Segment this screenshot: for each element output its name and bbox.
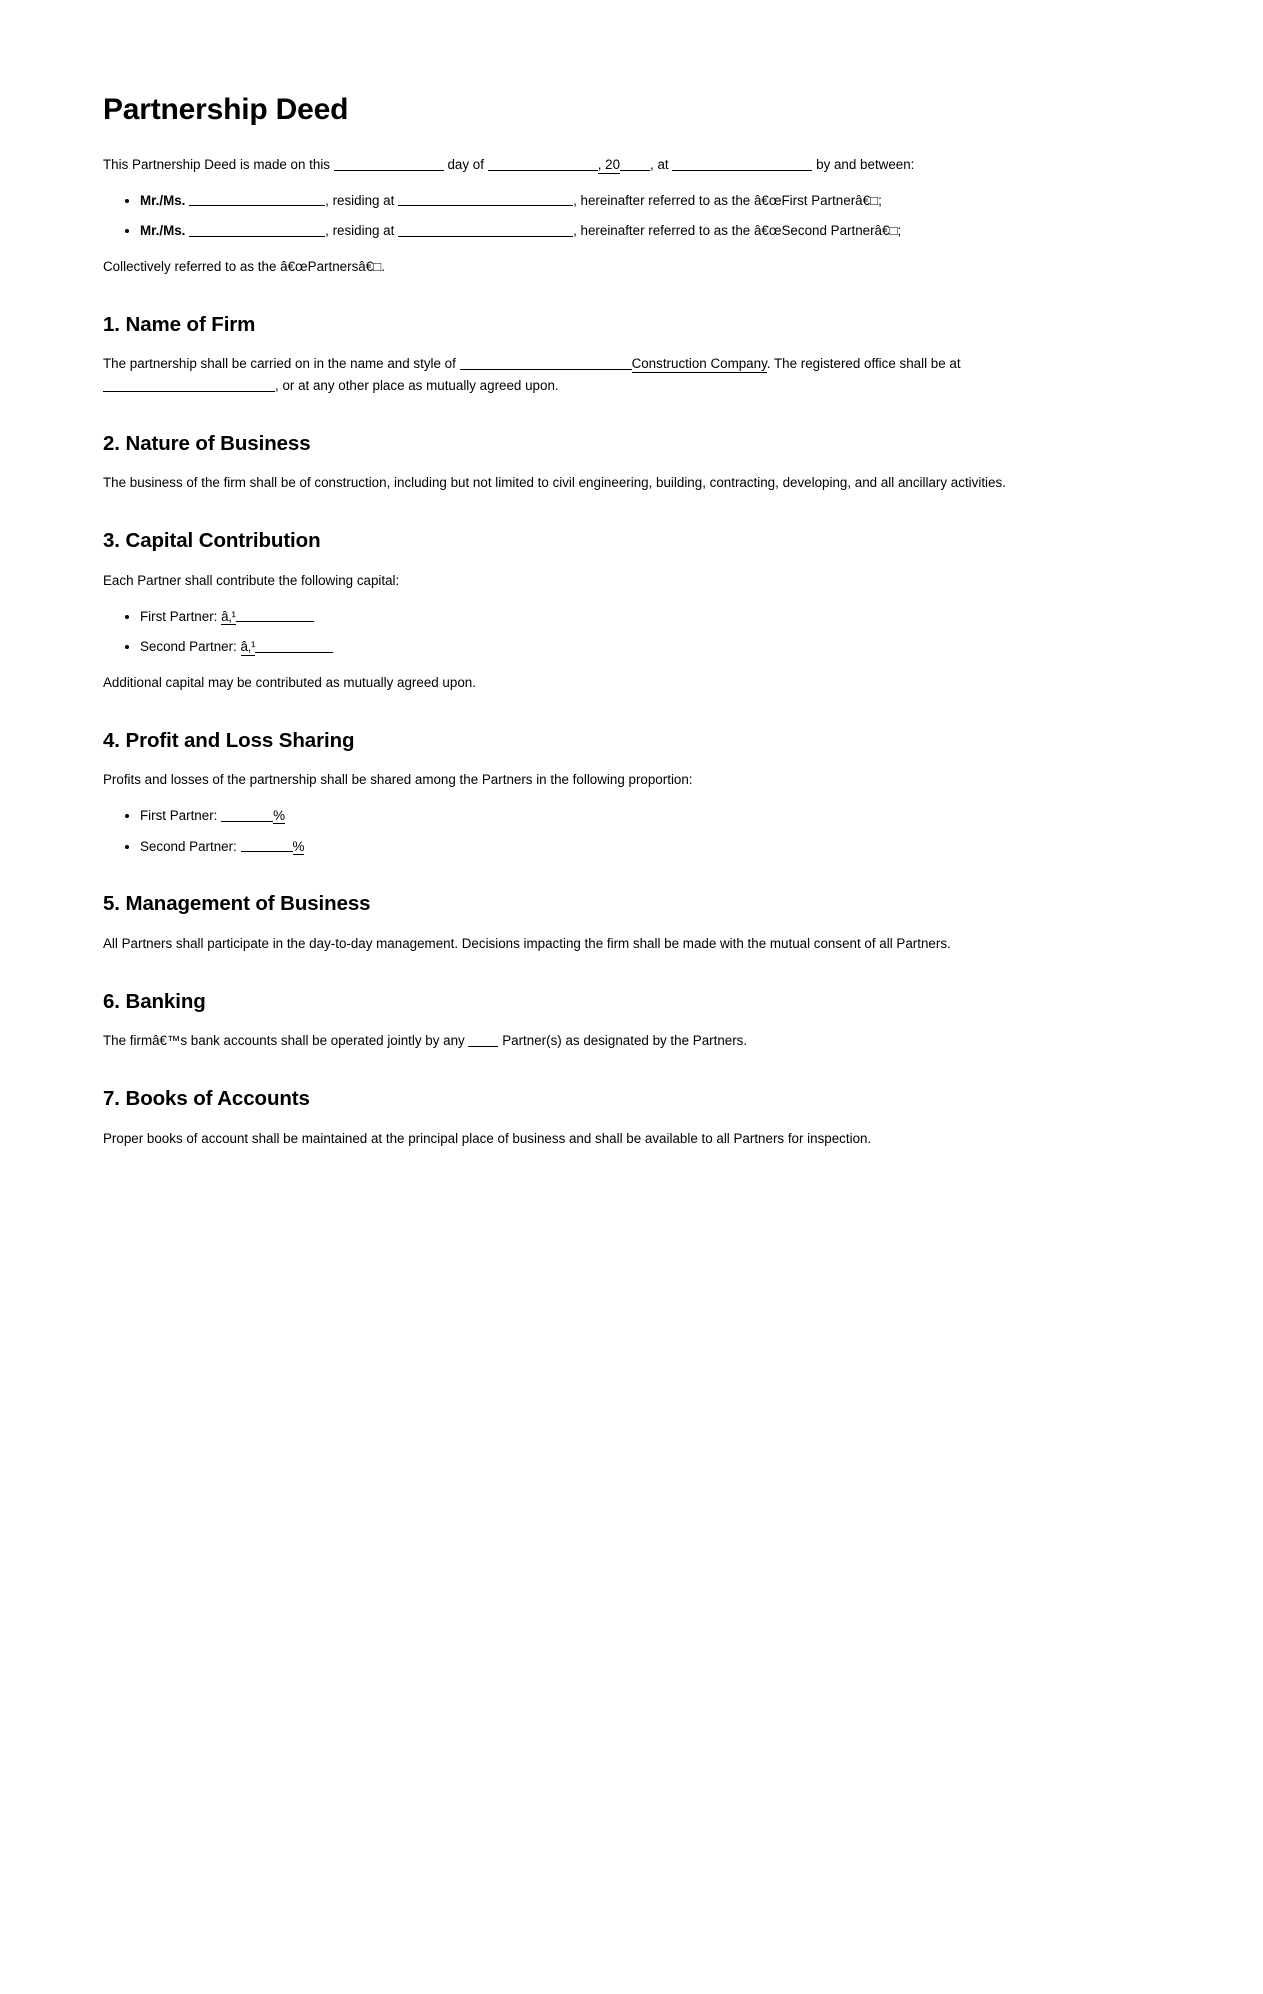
profit-intro: Profits and losses of the partnership shall be shared among the Partners in the following proportion: [103, 772, 693, 788]
intro-text-2: day of [447, 157, 484, 172]
capital-list [103, 606, 1123, 658]
capital-note: Additional capital may be contributed as mutually agreed upon. [103, 674, 476, 690]
banking-text-1: The firmâ€™s bank accounts shall be operated jointly by any [103, 1033, 465, 1049]
collectively-paragraph: Collectively referred to as the â€œPartnersâ€□. [103, 259, 385, 275]
place-blank [672, 157, 812, 171]
profit-first-partner-label: First Partner: [140, 807, 218, 823]
parties-list [103, 190, 1123, 242]
profit-first-partner-blank [221, 808, 273, 822]
section-heading-name-of-firm: 1. Name of Firm [103, 312, 256, 336]
party-residing-text: , residing at [325, 192, 395, 208]
firm-name-blank [460, 356, 632, 370]
profit-list [103, 805, 1123, 857]
profit-second-partner-blank [241, 839, 293, 853]
firm-text-1: The partnership shall be carried on in the name and style of [103, 356, 456, 372]
rupee-symbol: â‚¹ [240, 639, 256, 655]
section-heading-books-of-accounts: 7. Books of Accounts [103, 1087, 310, 1110]
list-item [140, 606, 1123, 628]
section-body-books-of-accounts: Proper books of account shall be maintained at the principal place of business and shall be available to all Partners for inspection. [103, 1130, 872, 1146]
list-item [140, 636, 1123, 658]
second-partner-name-blank [189, 223, 325, 237]
date-year-blank [620, 157, 650, 171]
list-item [140, 836, 1123, 858]
list-item [140, 805, 1123, 827]
rupee-symbol: â‚¹ [221, 608, 237, 624]
percent-symbol: % [292, 838, 305, 854]
section-heading-capital-contribution: 3. Capital Contribution [103, 529, 321, 553]
section-heading-management-of-business: 5. Management of Business [103, 892, 371, 916]
section-heading-nature-of-business: 2. Nature of Business [103, 431, 311, 455]
party-tail-text: , hereinafter referred to as the â€œFirst Partnerâ€□; [573, 192, 882, 208]
date-day-blank [334, 157, 444, 171]
second-partner-address-blank [398, 223, 573, 237]
firm-text-3: , or at any other place as mutually agreed upon. [275, 378, 559, 394]
intro-paragraph [103, 154, 1123, 176]
party-label: Mr./Ms. [140, 223, 186, 239]
section-body-name-of-firm [103, 353, 1123, 396]
firm-text-2: . The registered office shall be at [766, 356, 961, 372]
registered-office-blank [103, 378, 275, 392]
section-body-management-of-business: All Partners shall participate in the day-to-day management. Decisions impacting the firm shall be made with the mutual consent of all Partners. [103, 935, 951, 951]
date-month-blank [488, 157, 598, 171]
profit-second-partner-label: Second Partner: [140, 838, 237, 854]
section-heading-banking: 6. Banking [103, 989, 206, 1013]
section-body-nature-of-business: The business of the firm shall be of construction, including but not limited to civil engineering, building, contracting, developing, and all ancillary activities. [103, 475, 1006, 491]
party-tail-text: , hereinafter referred to as the â€œSecond Partnerâ€□; [573, 223, 902, 239]
list-item [140, 190, 1123, 212]
capital-first-partner-blank [236, 608, 314, 622]
capital-second-partner-label: Second Partner: [140, 639, 237, 655]
banking-partner-count-blank [468, 1033, 498, 1047]
first-partner-name-blank [189, 193, 325, 207]
capital-intro: Each Partner shall contribute the following capital: [103, 572, 400, 588]
percent-symbol: % [273, 807, 286, 823]
intro-text-5: by and between: [816, 157, 915, 172]
party-label: Mr./Ms. [140, 192, 186, 208]
capital-first-partner-label: First Partner: [140, 608, 218, 624]
firm-name-suffix: Construction Company [631, 356, 767, 372]
intro-text-3: , 20 [597, 157, 621, 172]
intro-text-1: This Partnership Deed is made on this [103, 157, 331, 172]
section-body-banking [103, 1030, 1123, 1052]
first-partner-address-blank [398, 193, 573, 207]
list-item [140, 220, 1123, 242]
section-heading-profit-loss-sharing: 4. Profit and Loss Sharing [103, 728, 355, 752]
party-residing-text: , residing at [325, 223, 395, 239]
intro-text-4: , at [650, 157, 669, 172]
capital-second-partner-blank [255, 639, 333, 653]
page-title: Partnership Deed [103, 93, 349, 126]
banking-text-2: Partner(s) as designated by the Partners. [502, 1033, 748, 1049]
